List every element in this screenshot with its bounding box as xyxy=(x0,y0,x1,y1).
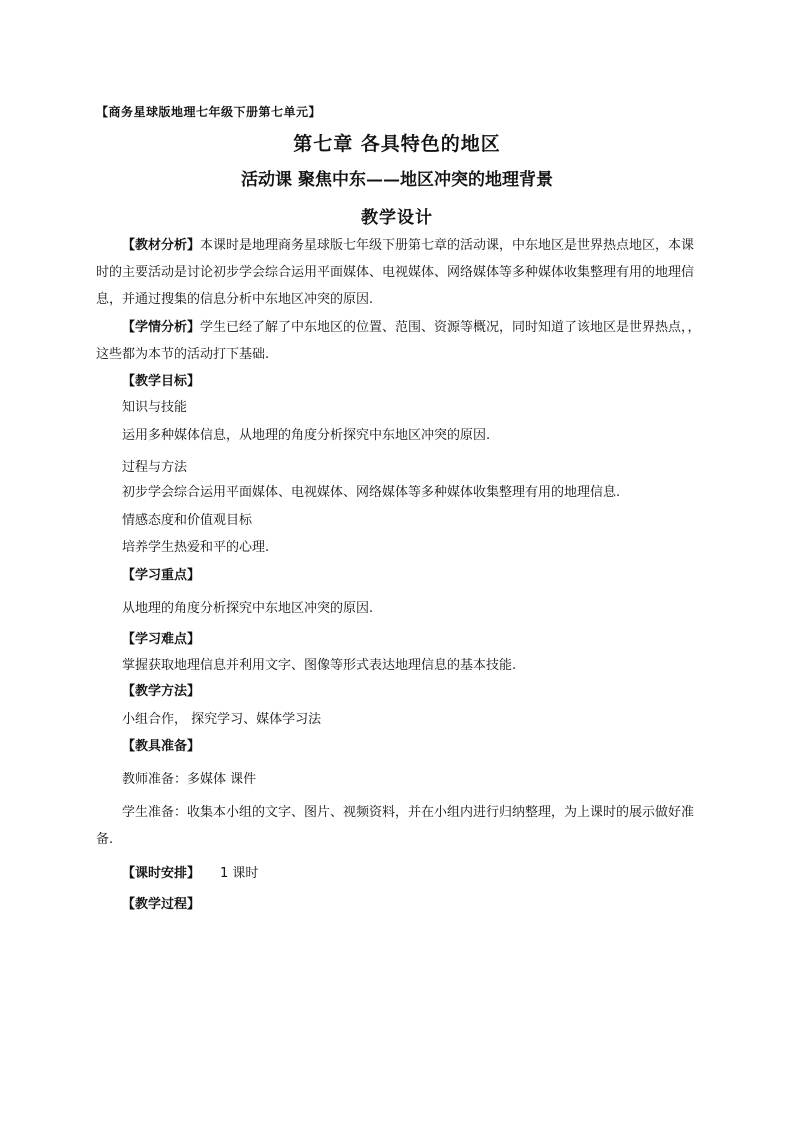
schedule-heading: 【课时安排】 xyxy=(122,866,201,881)
student-analysis-paragraph xyxy=(96,314,706,368)
textbook-analysis-text: 本课时是地理商务星球版七年级下册第七章的活动课，中东地区是世界热点地区，本课时的主要活动是讨论初步学会综合运用平面媒体、电视媒体、网络媒体等多种媒体收集整理有用的地理信息，并通过搜集的信息分析中东地区冲突的原因. xyxy=(96,238,695,307)
emotion-values-title: 情感态度和价值观目标 xyxy=(122,513,253,528)
key-points-heading: 【学习重点】 xyxy=(122,568,201,583)
emotion-values-text: 培养学生热爱和平的心理. xyxy=(122,540,270,555)
schedule-value: 1 课时 xyxy=(220,866,259,881)
objectives-heading: 【教学目标】 xyxy=(122,374,201,389)
unit-header: 【商务星球版地理七年级下册第七单元】 xyxy=(96,105,322,119)
schedule-line xyxy=(122,864,258,884)
knowledge-skills-text: 运用多种媒体信息，从地理的角度分析探究中东地区冲突的原因. xyxy=(122,428,491,443)
methods-heading: 【教学方法】 xyxy=(122,684,201,699)
lesson-title: 活动课 聚焦中东——地区冲突的地理背景 xyxy=(241,170,553,190)
design-title: 教学设计 xyxy=(361,208,433,228)
student-preparation-paragraph xyxy=(96,799,706,853)
knowledge-skills-title: 知识与技能 xyxy=(122,400,188,415)
preparation-heading: 【教具准备】 xyxy=(122,739,201,754)
student-analysis-label: 【学情分析】 xyxy=(122,320,201,335)
difficulties-heading: 【学习难点】 xyxy=(122,632,201,647)
process-methods-title: 过程与方法 xyxy=(122,460,188,475)
student-preparation-text: 学生准备：收集本小组的文字、图片、视频资料，并在小组内进行归纳整理，为上课时的展示做好准备. xyxy=(96,805,695,847)
teacher-preparation-text: 教师准备：多媒体 课件 xyxy=(122,772,257,787)
methods-text: 小组合作， 探究学习、媒体学习法 xyxy=(122,712,322,727)
textbook-analysis-label: 【教材分析】 xyxy=(122,238,201,253)
difficulties-text: 掌握获取地理信息并利用文字、图像等形式表达地理信息的基本技能. xyxy=(122,658,517,673)
textbook-analysis-paragraph xyxy=(96,232,706,313)
student-analysis-text: 学生已经了解了中东地区的位置、范围、资源等概况，同时知道了该地区是世界热点，，这些都为本节的活动打下基础. xyxy=(96,320,701,362)
process-heading: 【教学过程】 xyxy=(122,897,201,912)
process-methods-text: 初步学会综合运用平面媒体、电视媒体、网络媒体等多种媒体收集整理有用的地理信息. xyxy=(122,485,621,500)
chapter-title: 第七章 各具特色的地区 xyxy=(293,133,501,155)
key-points-text: 从地理的角度分析探究中东地区冲突的原因. xyxy=(122,601,374,616)
